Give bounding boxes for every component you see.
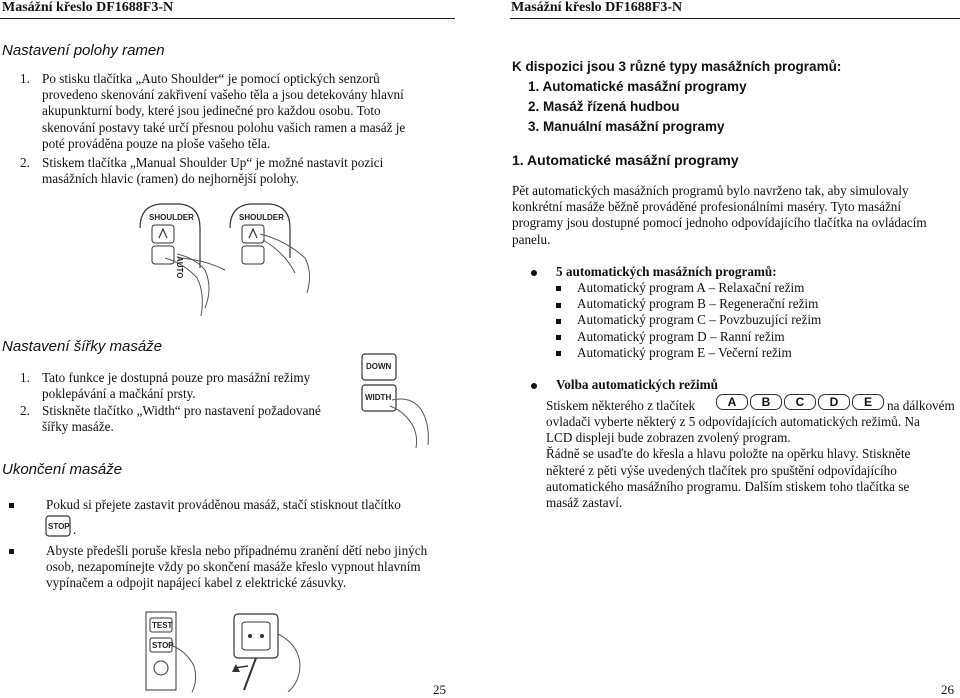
shoulder-label-2: SHOULDER: [239, 213, 284, 222]
text-line: poklepávání a mačkání prsty.: [42, 386, 196, 402]
down-label: DOWN: [366, 362, 392, 371]
stop-bullet-1-end: .: [73, 522, 77, 537]
list-item: [556, 345, 936, 361]
section-title-stop: Ukončení masáže: [2, 461, 123, 478]
item-number: 1.: [20, 370, 30, 385]
right-header-rule: [510, 18, 960, 19]
text-line: Řádně se usaďte do křesla a hlavu položte na opěrku hlavy. Stiskněte: [546, 446, 911, 462]
test-label: TEST: [152, 621, 173, 630]
text-line: Po stisku tlačítka „Auto Shoulder“ je pomocí optických senzorů: [42, 71, 380, 86]
bullet-marker: [556, 351, 561, 356]
program-label: Automatický program E – Večerní režim: [577, 344, 792, 360]
power-off-illustration: [138, 604, 328, 694]
stop-label-2: STOP: [152, 641, 174, 650]
width-item-2: [20, 403, 360, 435]
text-line: masáž zastaví.: [546, 495, 623, 511]
program-button-d: D: [818, 394, 850, 410]
program-type-3: 3. Manuální masážní programy: [528, 119, 725, 134]
text-line: panelu.: [512, 231, 551, 247]
item-number: 2.: [20, 403, 30, 418]
program-buttons: [716, 394, 886, 410]
selection-title: Volba automatických režimů: [556, 377, 718, 392]
program-button-e: E: [852, 394, 884, 410]
bullet-marker: [556, 303, 561, 308]
text-line: LCD displeji bude zobrazen zvolený program.: [546, 430, 791, 446]
shoulder-item-2: [20, 155, 448, 187]
text-line: Stiskem tlačítka „Manual Shoulder Up“ je možné nastavit pozici: [42, 155, 384, 170]
text-line: Stiskněte tlačítko „Width“ pro nastavení požadované: [42, 403, 321, 418]
auto-programs-heading: 1. Automatické masážní programy: [512, 152, 739, 168]
stop-label: STOP: [48, 522, 70, 531]
bullet-marker: [556, 335, 561, 340]
program-label: Automatický program B – Regenerační režim: [577, 296, 819, 312]
bullet-marker: [556, 319, 561, 324]
section-title-width: Nastavení šířky masáže: [2, 338, 163, 355]
text-line: akupunkturní body, které jsou jedinečné pro každou osobu. Toto: [42, 103, 381, 119]
text-line: provedeno skenování zakřivení vašeho těla a jsou detekovány hlavní: [42, 87, 404, 103]
bullet-marker: [9, 549, 14, 554]
text-line: Tato funkce je dostupná pouze pro masážní režimy: [42, 370, 311, 385]
list-item: [556, 312, 936, 328]
bullet-dot: [531, 270, 537, 276]
text-line: automatického masážního programu. Dalším stiskem toho tlačítka se: [546, 478, 910, 494]
bullet-dot: [531, 383, 537, 389]
auto-label: AUTO: [175, 256, 184, 279]
program-label: Automatický program C – Povzbuzující režim: [577, 312, 822, 328]
left-page-header: Masážní křeslo DF1688F3-N: [2, 0, 174, 15]
text-line: Pokud si přejete zastavit prováděnou masáž, stačí stisknout tlačítko: [46, 497, 401, 512]
selection-paragraph: [546, 414, 957, 511]
text-line: ovladači vyberte některý z 5 odpovídajících automatických režimů. Na: [546, 414, 920, 429]
program-button-b: B: [750, 394, 782, 410]
remote-right: [230, 204, 310, 293]
bullet-marker: [9, 503, 14, 508]
text-line: šířky masáže.: [42, 419, 114, 435]
program-button-a: A: [716, 394, 748, 410]
width-item-1: [20, 370, 360, 402]
text-line: některé z pěti výše uvedených tlačítek pro spuštění odpovídajícího: [546, 462, 897, 478]
stop-bullet-2: [46, 543, 448, 592]
program-types-intro: K dispozici jsou 3 různé typy masážních programů:: [512, 59, 842, 74]
text-line: masážních hlavic (ramen) do nejhornější polohy.: [42, 171, 299, 187]
shoulder-label-1: SHOULDER: [149, 213, 194, 222]
shoulder-item-1: [20, 71, 448, 152]
selection-line-end: na dálkovém: [887, 398, 955, 413]
width-label: WIDTH: [365, 393, 392, 402]
list-item: [556, 296, 936, 312]
section-title-shoulder-position: Nastavení polohy ramen: [2, 42, 165, 59]
remote-left: [140, 204, 225, 316]
program-label: Automatický program A – Relaxační režim: [577, 280, 805, 295]
page-number-left: 25: [433, 682, 446, 697]
program-list: [556, 280, 936, 361]
program-type-2: 2. Masáž řízená hudbou: [528, 99, 680, 114]
text-line: Abyste předešli poruše křesla nebo případnému zranění dětí nebo jiných: [46, 543, 428, 558]
program-type-1: 1. Automatické masážní programy: [528, 79, 747, 94]
shoulder-buttons-illustration: [135, 198, 315, 330]
list-item: [556, 329, 936, 345]
text-line: Pět automatických masážních programů bylo navrženo tak, aby simulovaly: [512, 183, 909, 198]
program-label: Automatický program D – Ranní režim: [577, 328, 785, 344]
selection-line-start: Stiskem některého z tlačítek: [546, 398, 696, 413]
text-line: programy jsou dostupné pomocí jednoho odpovídajícího tlačítka na ovládacím: [512, 215, 927, 231]
stop-button-icon: [45, 515, 71, 537]
width-buttons-illustration: [358, 350, 440, 450]
text-line: vypínačem a odpojit napájecí kabel z elektrické zásuvky.: [46, 575, 347, 591]
five-programs-title: 5 automatických masážních programů:: [556, 264, 777, 279]
text-line: skenování postavy také určí přesnou polohu vašich ramen a masáž je: [42, 119, 406, 135]
text-line: konkrétní masáže běžně prováděné profesionálními maséry. Tyto masážní: [512, 199, 902, 215]
program-button-c: C: [784, 394, 816, 410]
list-item: [556, 280, 936, 296]
item-number: 2.: [20, 155, 30, 170]
item-number: 1.: [20, 71, 30, 86]
text-line: osob, nezapomínejte vždy po skončení masáže křeslo vypnout hlavním: [46, 559, 421, 575]
page-number-right: 26: [941, 682, 954, 697]
auto-programs-paragraph: [512, 183, 957, 248]
stop-bullet-1: [46, 497, 448, 513]
right-page-header: Masážní křeslo DF1688F3-N: [511, 0, 683, 15]
bullet-marker: [556, 286, 561, 291]
left-header-rule: [0, 18, 455, 19]
text-line: poté prováděna pouze na ploše vašeho těla.: [42, 135, 271, 151]
wall-socket-icon: [234, 614, 278, 658]
